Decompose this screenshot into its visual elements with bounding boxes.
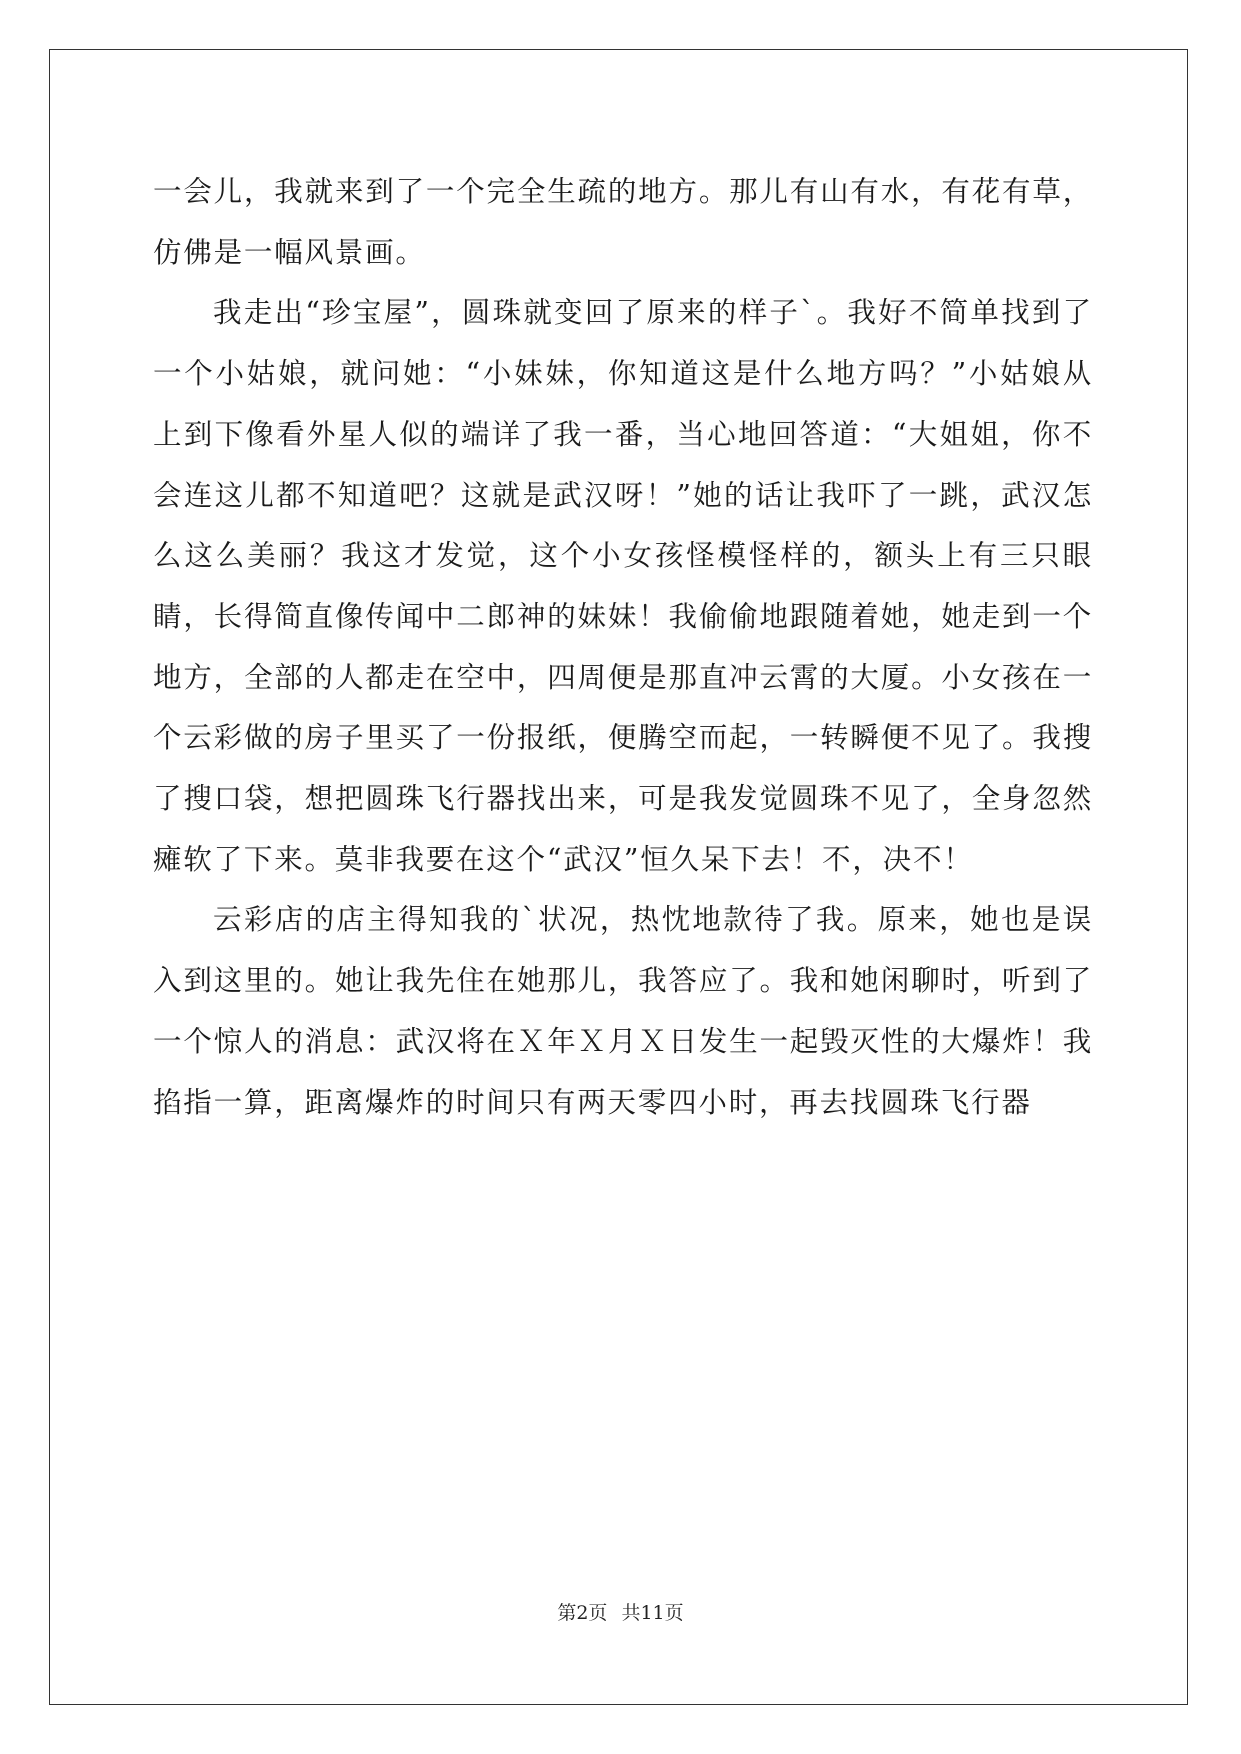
paragraph-2: 我走出“珍宝屋”，圆珠就变回了原来的样子`。我好不简单找到了一个小姑娘，就问她：“小妹妹，你知道这是什么地方吗？”小姑娘从上到下像看外星人似的端详了我一番，当心地回答道：“大姐姐，你不会连这儿都不知道吧？这就是武汉呀！”她的话让我吓了一跳，武汉怎么这么美丽？我这才发觉，这个小女孩怪模怪样的，额头上有三只眼睛，长得简直像传闻中二郎神的妹妹！我偷偷地跟随着她，她走到一个地方，全部的人都走在空中，四周便是那直冲云霄的大厦。小女孩在一个云彩做的房子里买了一份报纸，便腾空而起，一转瞬便不见了。我搜了搜口袋，想把圆珠飞行器找出来，可是我发觉圆珠不见了，全身忽然瘫软了下来。莫非我要在这个“武汉”恒久呆下去！不，决不！	[153, 296, 1093, 876]
paragraph-1: 一会儿，我就来到了一个完全生疏的地方。那儿有山有水，有花有草，仿佛是一幅风景画。	[153, 175, 1093, 269]
document-body	[153, 162, 1093, 1133]
page-total: 共11页	[621, 1602, 684, 1624]
page-number: 第2页	[557, 1602, 608, 1624]
page-footer	[0, 1598, 1241, 1625]
paragraph-3: 云彩店的店主得知我的`状况，热忱地款待了我。原来，她也是误入到这里的。她让我先住在她那儿，我答应了。我和她闲聊时，听到了一个惊人的消息：武汉将在Ｘ年Ｘ月Ｘ日发生一起毁灭性的大爆炸！我掐指一算，距离爆炸的时间只有两天零四小时，再去找圆珠飞行器	[153, 903, 1093, 1119]
